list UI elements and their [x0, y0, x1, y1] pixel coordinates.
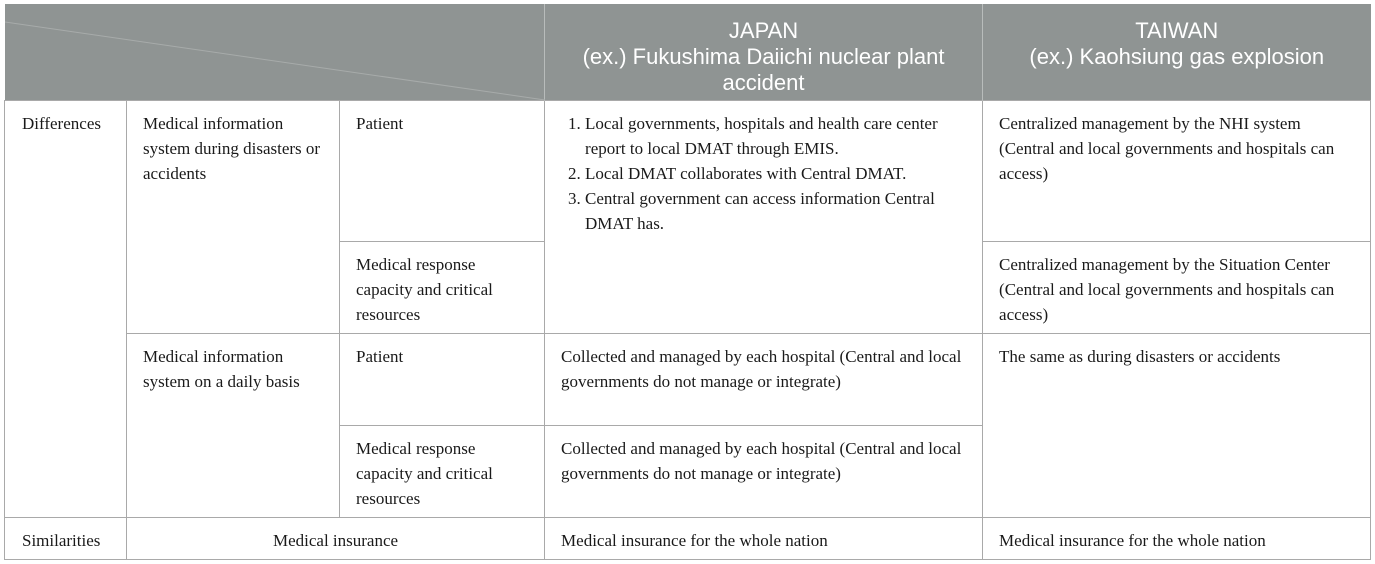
taiwan-subtitle: (ex.) Kaohsiung gas explosion — [1029, 44, 1325, 69]
japan-daily-capacity: Collected and managed by each hospital (Central and local governments do not manage or integrate) — [545, 425, 983, 517]
japan-subtitle: (ex.) Fukushima Daiichi nuclear plant accident — [582, 44, 945, 95]
table-row — [5, 517, 1371, 559]
table-row — [5, 333, 1371, 425]
capacity-label: Medical response capacity and critical resources — [340, 241, 545, 333]
taiwan-title: TAIWAN — [1135, 18, 1219, 43]
differences-label: Differences — [5, 100, 127, 517]
patient-label: Patient — [340, 333, 545, 425]
disaster-system-label: Medical information system during disasters or accidents — [127, 100, 340, 333]
comparison-table — [4, 4, 1371, 560]
similarities-label: Similarities — [5, 517, 127, 559]
japan-title: JAPAN — [728, 18, 799, 43]
capacity-label: Medical response capacity and critical resources — [340, 425, 545, 517]
diagonal-divider — [5, 4, 545, 100]
header-corner-cell — [5, 4, 545, 100]
taiwan-insurance: Medical insurance for the whole nation — [983, 517, 1371, 559]
insurance-label: Medical insurance — [127, 517, 545, 559]
japan-disaster-cell — [545, 100, 983, 333]
list-item: 3. Central government can access information Central DMAT has. — [585, 186, 966, 236]
table-row — [5, 100, 1371, 241]
list-item: 2. Local DMAT collaborates with Central DMAT. — [585, 161, 966, 186]
japan-daily-patient: Collected and managed by each hospital (Central and local governments do not manage or integrate) — [545, 333, 983, 425]
taiwan-column-header — [983, 4, 1371, 100]
header-row — [5, 4, 1371, 100]
taiwan-disaster-capacity: Centralized management by the Situation Center (Central and local governments and hospitals can access) — [983, 241, 1371, 333]
daily-system-label: Medical information system on a daily basis — [127, 333, 340, 517]
taiwan-disaster-patient: Centralized management by the NHI system (Central and local governments and hospitals can access) — [983, 100, 1371, 241]
patient-label: Patient — [340, 100, 545, 241]
list-item: 1. Local governments, hospitals and health care center report to local DMAT through EMIS. — [585, 111, 966, 161]
taiwan-daily: The same as during disasters or accidents — [983, 333, 1371, 517]
japan-disaster-list — [561, 111, 966, 236]
japan-column-header — [545, 4, 983, 100]
japan-insurance: Medical insurance for the whole nation — [545, 517, 983, 559]
